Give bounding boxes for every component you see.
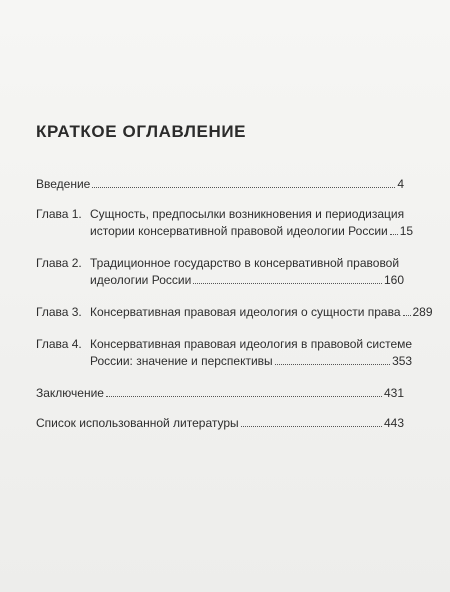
toc-entry-conclusion [36, 385, 404, 402]
toc-entry-title-line-1: Сущность, предпосылки возникновения и периодизация [90, 207, 405, 221]
toc-entry-chapter-4 [36, 336, 413, 370]
dot-leader [403, 314, 411, 316]
toc-entry-chapter-3 [36, 304, 433, 321]
dot-leader [92, 186, 395, 188]
toc-page-number: 4 [397, 177, 404, 191]
dot-leader [275, 363, 390, 365]
toc-entry-title-line-2: России: значение и перспективы [90, 354, 273, 368]
toc-chapter-label: Глава 3. [36, 305, 82, 319]
toc-entry-title-line-2: идеологии России [90, 273, 192, 287]
toc-entry-bibliography [36, 415, 404, 432]
toc-entry-chapter-2 [36, 255, 404, 289]
dot-leader [106, 395, 382, 397]
toc-entry-chapter-1 [36, 206, 414, 240]
table-of-contents [36, 176, 433, 445]
toc-page-number: 431 [383, 386, 404, 400]
toc-chapter-label: Глава 2. [36, 256, 82, 270]
toc-page-number: 15 [399, 224, 414, 238]
toc-entry-title: Заключение [36, 386, 104, 400]
dot-leader [241, 425, 382, 427]
toc-chapter-label: Глава 4. [36, 337, 82, 351]
toc-page-number: 160 [383, 273, 404, 287]
toc-page-number: 443 [383, 416, 404, 430]
toc-entry-title-line-1: Консервативная правовая идеология в правовой системе [90, 337, 413, 351]
toc-chapter-label: Глава 1. [36, 207, 82, 221]
toc-entry-introduction [36, 176, 404, 193]
toc-entry-title: Введение [36, 177, 91, 191]
toc-entry-title-line-2: истории консервативной правовой идеологии России [90, 224, 388, 238]
toc-entry-title-line-1: Традиционное государство в консервативной правовой [90, 256, 400, 270]
page-title: КРАТКОЕ ОГЛАВЛЕНИЕ [36, 122, 247, 141]
toc-page-number: 353 [392, 354, 413, 368]
toc-entry-title: Список использованной литературы [36, 416, 239, 430]
toc-page-number: 289 [412, 305, 433, 319]
dot-leader [390, 233, 398, 235]
dot-leader [193, 282, 382, 284]
toc-entry-title-line-1: Консервативная правовая идеология о сущности права [90, 305, 401, 319]
